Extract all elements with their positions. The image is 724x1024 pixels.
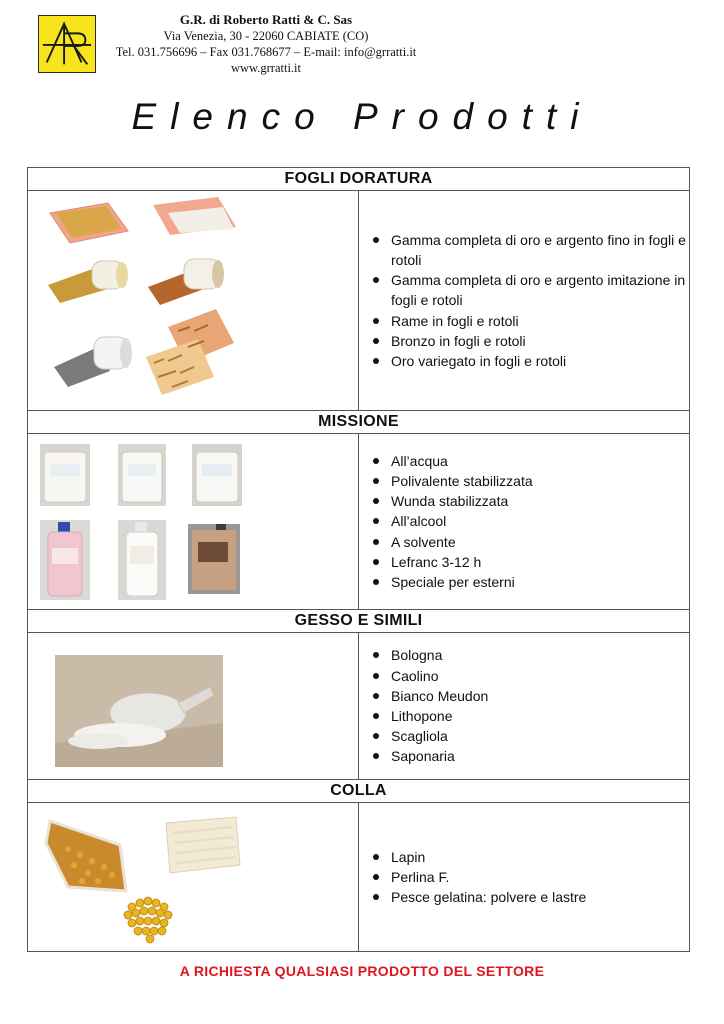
logo-mark-icon — [39, 16, 95, 72]
company-website[interactable]: www.grratti.it — [230, 61, 301, 75]
list-item: Bronzo in fogli e rotoli — [371, 331, 689, 351]
fogli-doratura-list — [371, 230, 689, 371]
company-logo — [38, 15, 96, 73]
footer-note: A RICHIESTA QUALSIASI PRODOTTO DEL SETTORE — [179, 963, 545, 979]
fogli-doratura-list-cell — [359, 191, 690, 411]
copper-roll-icon — [148, 259, 224, 305]
list-item: Bologna — [371, 645, 689, 665]
section-heading-gesso-e-simili: GESSO E SIMILI — [28, 610, 690, 633]
gesso-list — [371, 645, 689, 766]
list-item: Gamma completa di oro e argento fino in fogli e rotoli — [371, 230, 689, 270]
list-item: Caolino — [371, 666, 689, 686]
company-contacts: Tel. 031.756696 – Fax 031.768677 – E-mail: info@grratti.it — [115, 45, 417, 59]
letterhead — [36, 12, 456, 82]
missione-list — [371, 451, 689, 592]
list-item: A solvente — [371, 532, 689, 552]
missione-photos — [28, 434, 359, 610]
colla-list-cell — [359, 803, 690, 952]
list-item: Gamma completa di oro e argento imitazione in fogli e rotoli — [371, 270, 689, 310]
gold-leaf-photos — [28, 191, 359, 411]
colla-photos — [28, 803, 359, 952]
missione-bottles-illustration — [28, 434, 259, 604]
list-item: Perlina F. — [371, 867, 689, 887]
list-item: Rame in fogli e rotoli — [371, 311, 689, 331]
variegated-leaf-icon — [146, 309, 234, 395]
company-name: G.R. di Roberto Ratti & C. Sas — [179, 12, 353, 27]
gesso-list-cell — [359, 633, 690, 780]
canister-3-icon — [192, 444, 242, 506]
list-item: Scagliola — [371, 726, 689, 746]
pink-bottle-icon — [40, 520, 90, 600]
company-address: Via Venezia, 30 - 22060 CABIATE (CO) — [163, 29, 369, 43]
leaf-booklet-2-icon — [153, 197, 236, 235]
leaf-booklet-1-icon — [50, 203, 128, 243]
list-item: Wunda stabilizzata — [371, 491, 689, 511]
list-item: Lithopone — [371, 706, 689, 726]
colla-list — [371, 847, 689, 908]
product-table — [27, 167, 690, 952]
colla-illustration — [28, 803, 259, 946]
list-item: All’alcool — [371, 511, 689, 531]
page-title: Elenco Prodotti — [131, 96, 593, 137]
section-heading-missione: MISSIONE — [28, 411, 690, 434]
list-item: Polivalente stabilizzata — [371, 471, 689, 491]
list-item: Lapin — [371, 847, 689, 867]
canister-1-icon — [40, 444, 90, 506]
glue-bag-icon — [46, 821, 126, 891]
canister-2-icon — [118, 444, 166, 506]
gold-leaf-illustration — [28, 191, 259, 405]
list-item: Bianco Meudon — [371, 686, 689, 706]
glue-pearls-icon — [124, 897, 172, 943]
silver-roll-icon — [54, 337, 132, 387]
list-item: Saponaria — [371, 746, 689, 766]
gesso-photo — [28, 633, 359, 780]
list-item: Lefranc 3-12 h — [371, 552, 689, 572]
tin-can-icon — [188, 524, 240, 594]
section-heading-colla: COLLA — [28, 780, 690, 803]
gelatin-sheet-icon — [166, 817, 240, 873]
company-info — [96, 12, 436, 76]
list-item: Speciale per esterni — [371, 572, 689, 592]
list-item: Oro variegato in fogli e rotoli — [371, 351, 689, 371]
missione-list-cell — [359, 434, 690, 610]
list-item: All’acqua — [371, 451, 689, 471]
gold-roll-icon — [48, 261, 128, 303]
section-heading-fogli-doratura: FOGLI DORATURA — [28, 168, 690, 191]
white-bottle-icon — [118, 520, 166, 600]
list-item: Pesce gelatina: polvere e lastre — [371, 887, 689, 907]
gesso-scoop-illustration — [28, 633, 259, 774]
